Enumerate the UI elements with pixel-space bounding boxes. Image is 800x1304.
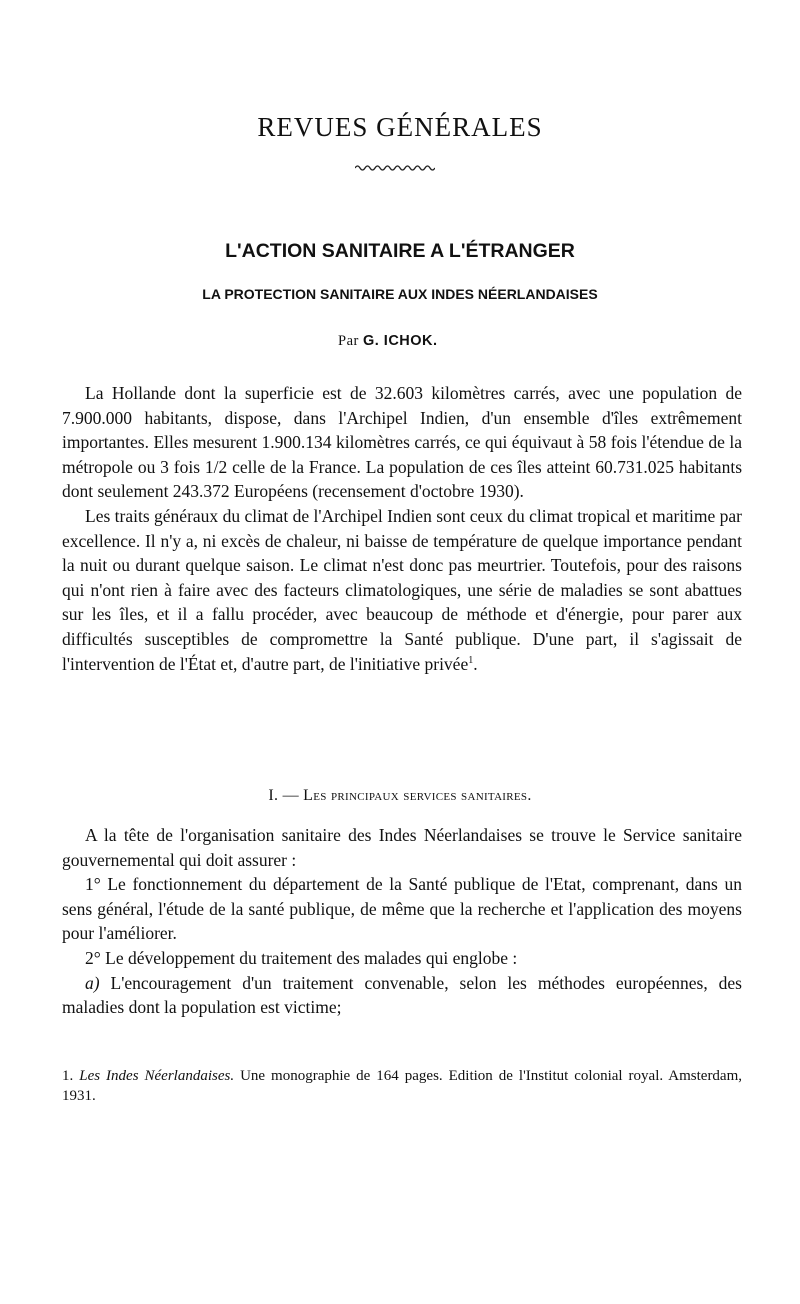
- intro-text: [62, 381, 742, 676]
- services-paragraph-2: 1° Le fonctionnement du département de la Santé publique de l'Etat, comprenant, dans un sens général, l'étude de la santé publique, de même que la recherche et l'application des moyens pour l'améliorer.: [62, 874, 742, 944]
- article-section-title: L'ACTION SANITAIRE A L'ÉTRANGER: [225, 240, 575, 262]
- services-paragraph-4: [62, 971, 742, 1020]
- chapter-title-rest: es principaux services sanitaires.: [313, 787, 532, 804]
- chapter-number: I. —: [268, 787, 304, 804]
- intro-paragraph-2: [62, 504, 742, 676]
- footnote: [62, 1066, 742, 1106]
- footnote-text: Une monographie de 164 pages. Edition de l'Institut colonial royal. Amsterdam, 1931.: [62, 1068, 743, 1104]
- services-paragraph-3: 2° Le développement du traitement des malades qui englobe :: [85, 947, 518, 968]
- services-item-label: a): [85, 972, 100, 993]
- chapter-heading: [0, 787, 800, 805]
- footnote-title: Les Indes Néerlandaises.: [79, 1068, 235, 1084]
- author-name: G. ICHOK.: [362, 333, 438, 349]
- wavy-rule-icon: [355, 163, 435, 173]
- intro-paragraph-2-end: .: [473, 653, 478, 674]
- intro-paragraph-1: La Hollande dont la superficie est de 32.603 kilomètres carrés, avec une population de 7.900.000 habitants, dispose, dans l'Archipel Indien, d'un ensemble d'îles extrêmement importantes. Elles mesurent 1.900.134 kilomètres carrés, ce qui équivaut à 58 fois l'étendue de la métropole ou 3 fois 1/2 celle de la France. La population de ces îles atteint 60.731.025 habitants dont seulement 243.372 Européens (recensement d'octobre 1930).: [62, 383, 742, 502]
- revues-generales-title: REVUES GÉNÉRALES: [257, 112, 543, 142]
- services-paragraph-1: A la tête de l'organisation sanitaire des Indes Néerlandaises se trouve le Service sanitaire gouvernemental qui doit assurer :: [62, 825, 742, 870]
- byline-prefix: Par: [338, 333, 363, 349]
- footnote-number: 1.: [62, 1068, 80, 1084]
- byline: [338, 333, 438, 350]
- chapter-title-first: L: [303, 787, 314, 804]
- services-text: [62, 823, 742, 1020]
- services-paragraph-4-text: L'encouragement d'un traitement convenable, selon les méthodes européennes, des maladies dont la population est victime;: [62, 972, 742, 1018]
- intro-paragraph-2-text: Les traits généraux du climat de l'Archipel Indien sont ceux du climat tropical et maritime par excellence. Il n'y a, ni excès de chaleur, ni baisse de température de quelque importance pendant la nuit ou durant quelque saison. Le climat n'est donc pas meurtrier. Toutefois, pour des raisons qui n'ont rien à faire avec des facteurs climatologiques, une série de maladies se sont abattues sur les îles, et il a fallu procéder, avec beaucoup de méthode et d'énergie, pour parer aux difficultés susceptibles de compromettre la Santé publique. D'une part, il s'agissait de l'intervention de l'État et, d'autre part, de l'initiative privée: [62, 505, 742, 674]
- footnote-reference[interactable]: 1: [468, 654, 474, 666]
- article-subsection-title: LA PROTECTION SANITAIRE AUX INDES NÉERLANDAISES: [202, 286, 598, 302]
